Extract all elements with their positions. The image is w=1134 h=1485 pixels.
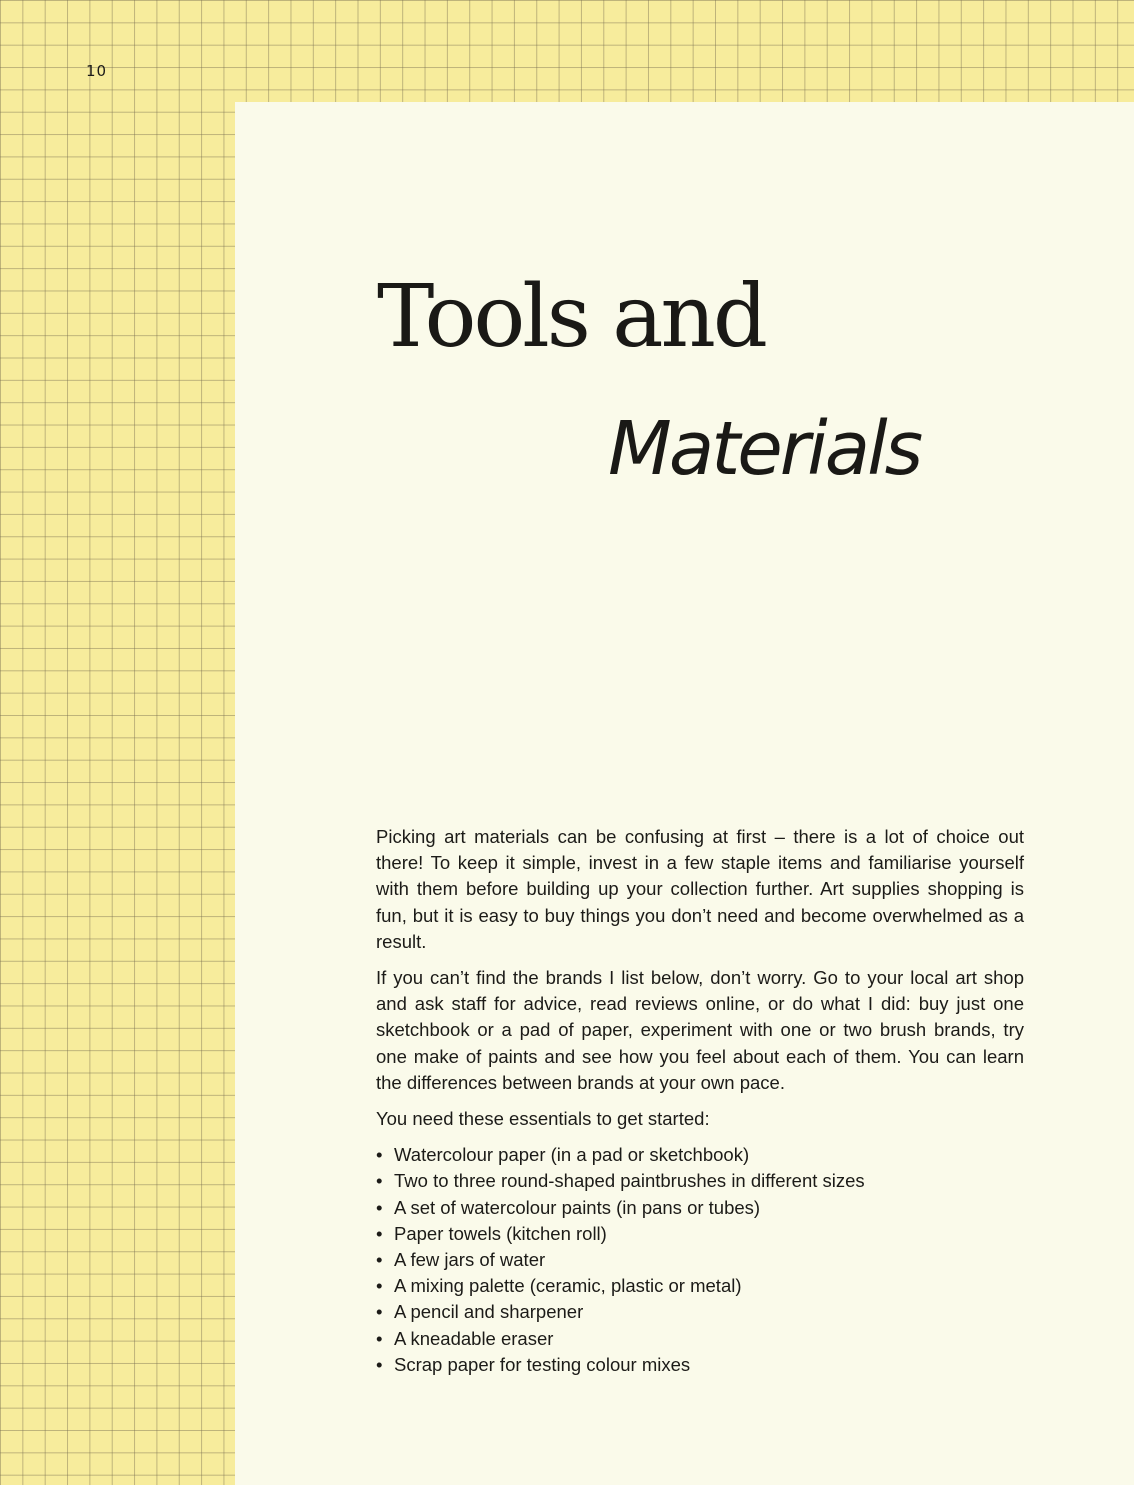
- list-item-text: A few jars of water: [394, 1249, 546, 1271]
- bullet-icon: •: [376, 1222, 383, 1244]
- list-item-text: Two to three round-shaped paintbrushes in different sizes: [394, 1170, 865, 1192]
- page-title-line-2: Materials: [608, 406, 921, 492]
- list-item: [376, 1247, 1024, 1273]
- page-number: 10: [86, 62, 108, 80]
- list-item: [376, 1168, 1024, 1194]
- bullet-icon: •: [376, 1275, 383, 1297]
- list-item-text: Paper towels (kitchen roll): [394, 1222, 607, 1244]
- list-item-text: Watercolour paper (in a pad or sketchbook): [394, 1144, 750, 1166]
- list-item-text: A pencil and sharpener: [394, 1301, 584, 1323]
- body-text: [376, 824, 1024, 1378]
- page-title-line-1: Tools and: [377, 267, 765, 367]
- list-item-text: Scrap paper for testing colour mixes: [394, 1353, 691, 1375]
- list-item: [376, 1299, 1024, 1325]
- bullet-icon: •: [376, 1144, 383, 1166]
- bullet-icon: •: [376, 1327, 383, 1349]
- list-item-text: A kneadable eraser: [394, 1327, 554, 1349]
- list-item-text: A mixing palette (ceramic, plastic or metal): [394, 1275, 742, 1297]
- bullet-icon: •: [376, 1170, 383, 1192]
- intro-paragraph-2: If you can’t find the brands I list below, don’t worry. Go to your local art shop and ask staff for advice, read reviews online, or do what I did: buy just one sketchbook or a pad of paper, experiment with one or two brush brands, try one make of paints and see how you feel about each of them. You can learn the differences between brands at your own pace.: [376, 967, 1024, 1093]
- essentials-intro: You need these essentials to get started:: [376, 1108, 710, 1130]
- bullet-icon: •: [376, 1249, 383, 1271]
- list-item: [376, 1221, 1024, 1247]
- bullet-icon: •: [376, 1301, 383, 1323]
- essentials-list: [376, 1142, 1024, 1378]
- list-item: [376, 1195, 1024, 1221]
- intro-paragraph-1: Picking art materials can be confusing at first – there is a lot of choice out there! To keep it simple, invest in a few staple items and familiarise yourself with them before building up your collection further. Art supplies shopping is fun, but it is easy to buy things you don’t need and become overwhelmed as a result.: [376, 826, 1024, 952]
- list-item: [376, 1326, 1024, 1352]
- list-item: [376, 1352, 1024, 1378]
- list-item: [376, 1273, 1024, 1299]
- list-item: [376, 1142, 1024, 1168]
- bullet-icon: •: [376, 1196, 383, 1218]
- list-item-text: A set of watercolour paints (in pans or tubes): [394, 1196, 761, 1218]
- content-panel: [235, 102, 1134, 1485]
- bullet-icon: •: [376, 1353, 383, 1375]
